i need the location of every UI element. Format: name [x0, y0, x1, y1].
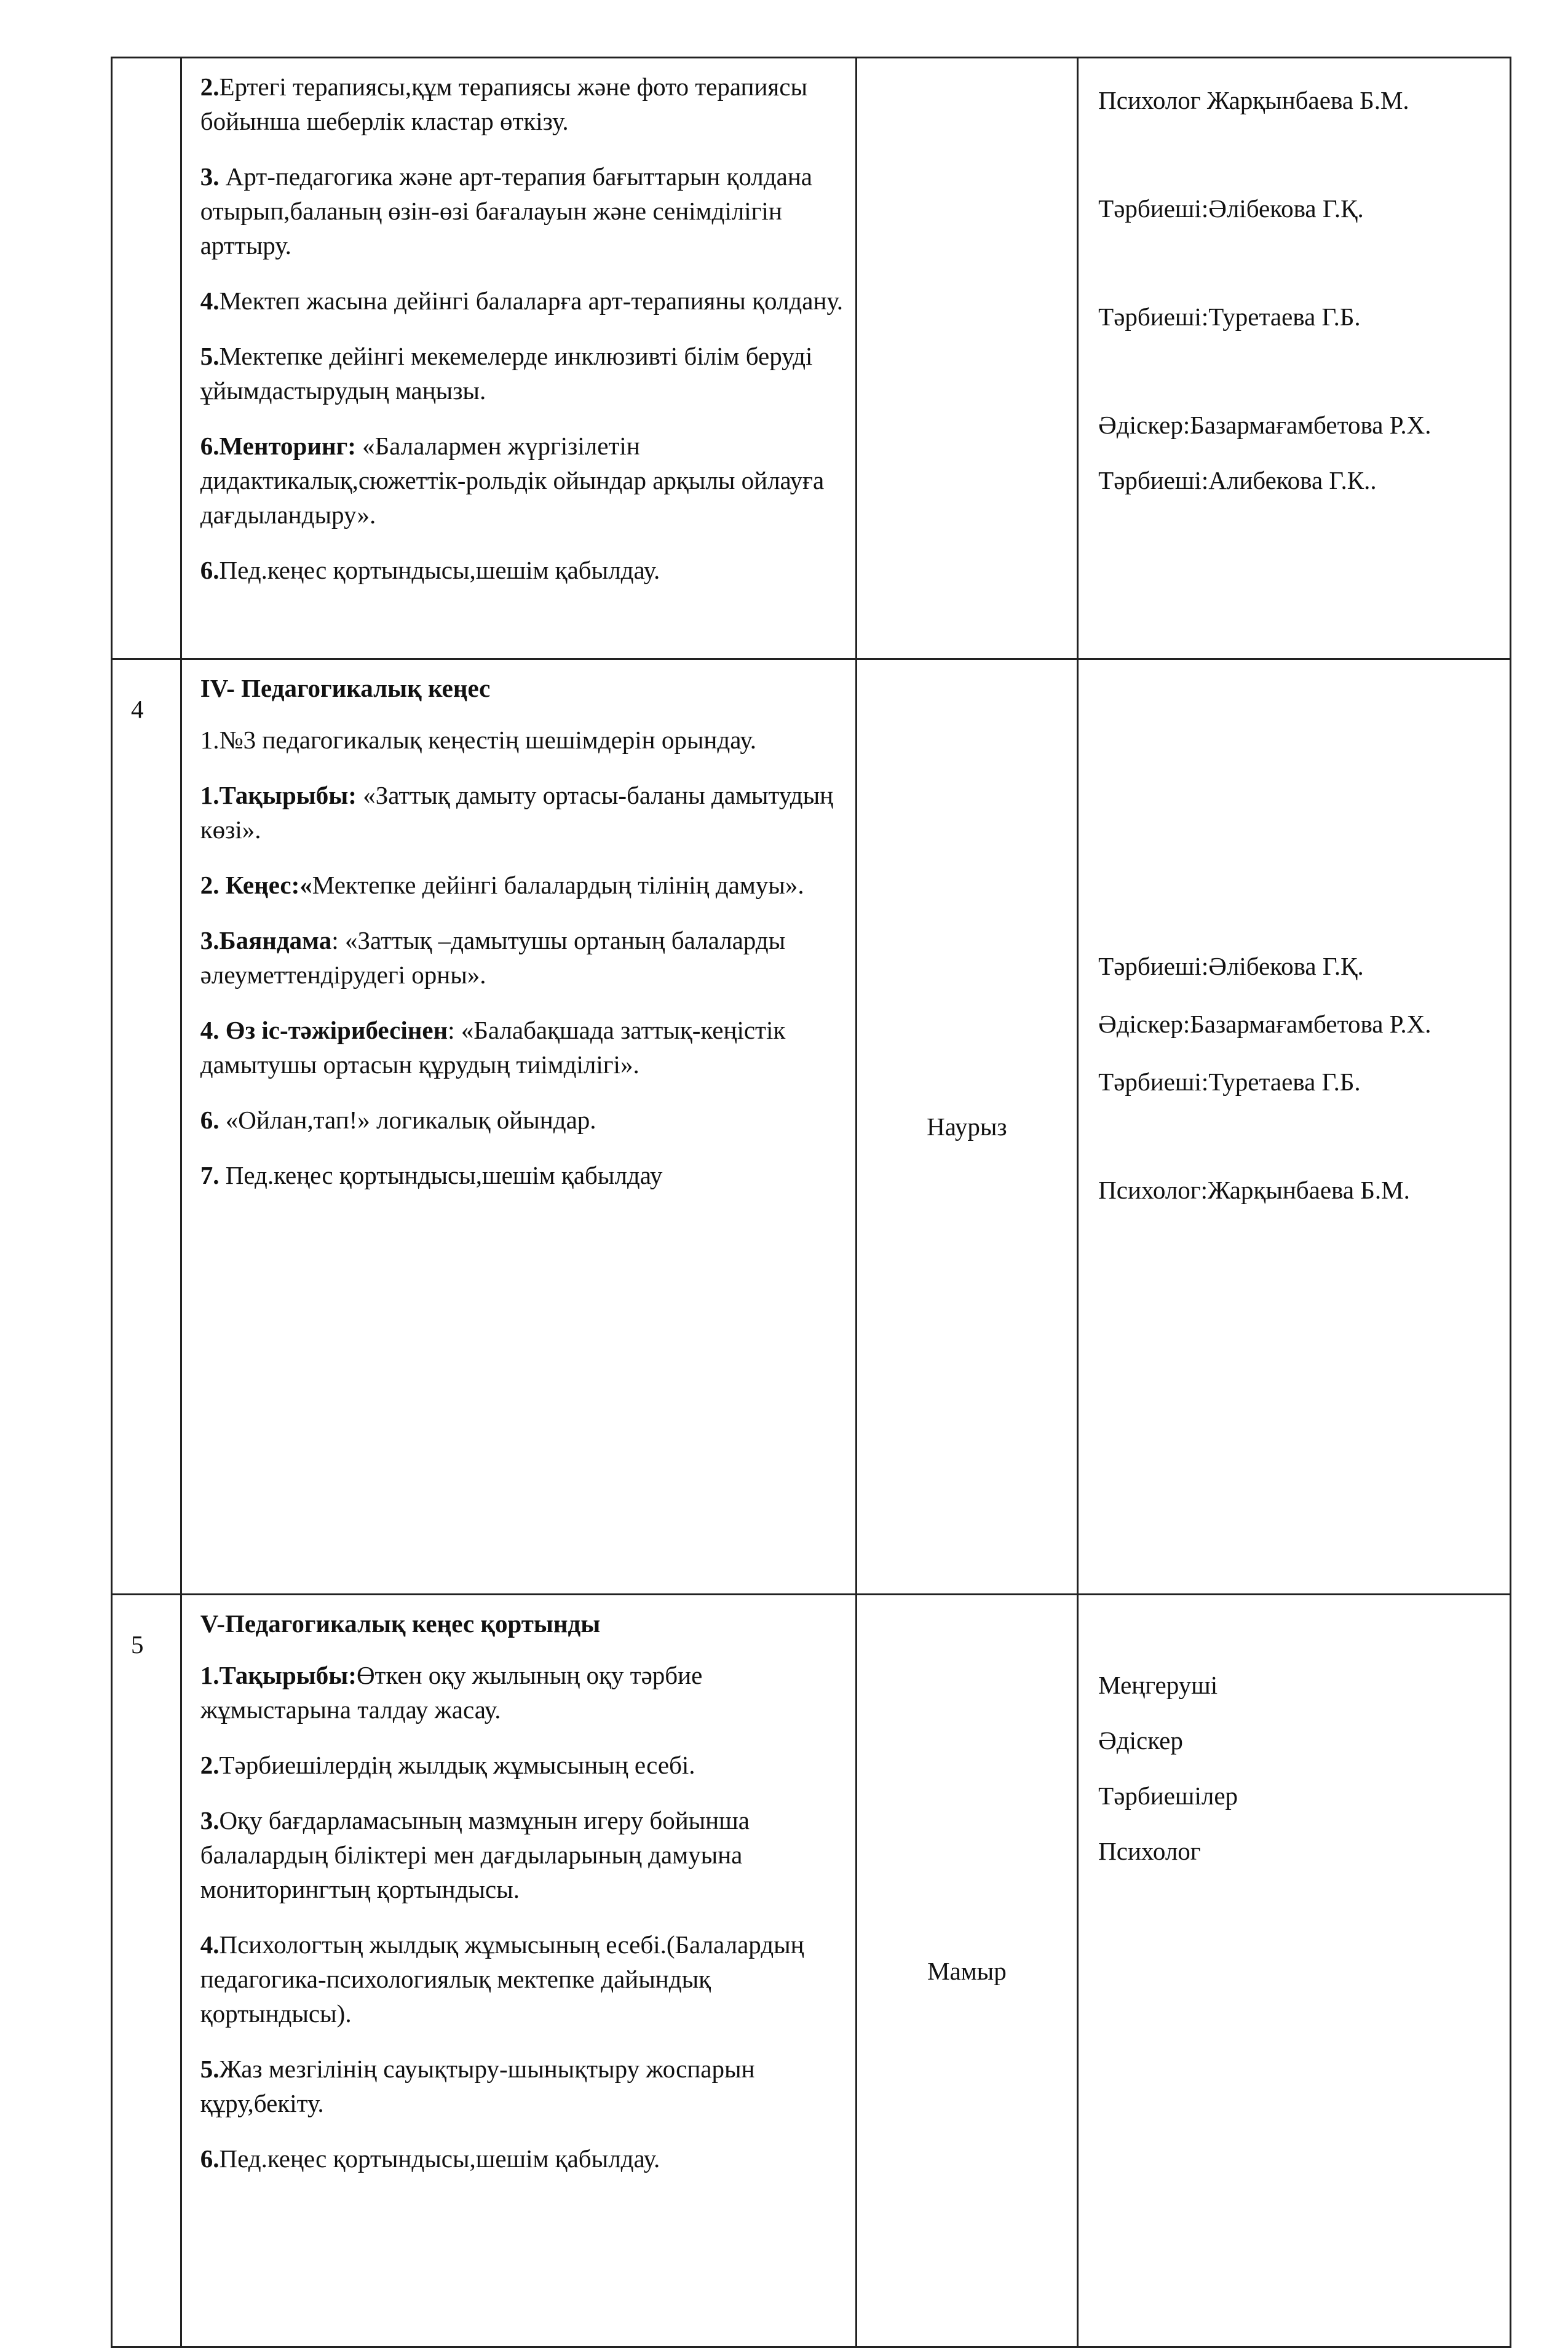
row-responsible	[1078, 659, 1511, 1595]
row-number: 4	[112, 659, 181, 1595]
list-item: 1.Тақырыбы: «Заттық дамыту ортасы-баланы дамытудың көзі».	[200, 781, 834, 844]
list-item: 2. Кеңес:«Мектепке дейінгі балалардың тілінің дамуы».	[200, 871, 804, 899]
section-heading: IV- Педагогикалық кеңес	[200, 674, 491, 702]
row-month: Наурыз	[856, 659, 1078, 1595]
row-responsible	[1078, 58, 1511, 659]
list-item: 3.Оқу бағдарламасының мазмұнын игеру бойынша балалардың біліктері мен дағдыларының дамуына мониторингтың қортындысы.	[200, 1806, 750, 1903]
responsible-person: Психолог	[1098, 1837, 1201, 1865]
section-heading: V-Педагогикалық кеңес қортынды	[200, 1609, 601, 1638]
list-item: 4. Өз іс-тәжірибесінен: «Балабақшада заттық-кеңістік дамытушы ортасын құрудың тиімділігі».	[200, 1016, 786, 1079]
list-item: 1.Тақырыбы:Өткен оқу жылының оқу тәрбие жұмыстарына талдау жасау.	[200, 1661, 703, 1724]
responsible-person: Тәрбиеші:Алибекова Г.К..	[1098, 466, 1377, 494]
table-row	[112, 659, 1511, 1595]
responsible-person: Психолог Жарқынбаева Б.М.	[1098, 86, 1409, 114]
row-number: 5	[112, 1595, 181, 2347]
responsible-person: Әдіскер:Базармағамбетова Р.Х.	[1098, 411, 1431, 439]
responsible-person: Тәрбиеші:Туретаева Г.Б.	[1098, 1068, 1361, 1096]
list-item: 3. Арт-педагогика және арт-терапия бағыттарын қолдана отырып,баланың өзін-өзі бағалауын және сенімділігін арттыру.	[200, 162, 812, 260]
row-number	[112, 58, 181, 659]
list-item: 6. «Ойлан,тап!» логикалық ойындар.	[200, 1106, 596, 1134]
responsible-person: Әдіскер:Базармағамбетова Р.Х.	[1098, 1010, 1431, 1038]
row-content	[181, 58, 856, 659]
list-item: 1.№3 педагогикалық кеңестің шешімдерін орындау.	[200, 726, 756, 754]
list-item: 4.Психологтың жылдық жұмысының есебі.(Балалардың педагогика-психологиялық мектепке дайындық қортындысы).	[200, 1930, 804, 2028]
responsible-person: Тәрбиеші:Туретаева Г.Б.	[1098, 303, 1361, 331]
list-item: 5.Мектепке дейінгі мекемелерде инклюзивті білім беруді ұйымдастырудың маңызы.	[200, 342, 813, 405]
row-month	[856, 58, 1078, 659]
list-item: 4.Мектеп жасына дейінгі балаларға арт-терапияны қолдану.	[200, 287, 844, 315]
responsible-person: Әдіскер	[1098, 1726, 1183, 1755]
responsible-person: Тәрбиеші:Әлібекова Г.Қ.	[1098, 194, 1364, 223]
responsible-person: Психолог:Жарқынбаева Б.М.	[1098, 1176, 1410, 1204]
list-item: 6.Пед.кеңес қортындысы,шешім қабылдау.	[200, 2144, 660, 2173]
row-month: Мамыр	[856, 1595, 1078, 2347]
responsible-person: Тәрбиеші:Әлібекова Г.Қ.	[1098, 952, 1364, 980]
table-row	[112, 58, 1511, 659]
row-content	[181, 1595, 856, 2347]
list-item: 2.Тәрбиешілердің жылдық жұмысының есебі.	[200, 1751, 695, 1779]
list-item: 2.Ертегі терапиясы,құм терапиясы және фото терапиясы бойынша шеберлік кластар өткізу.	[200, 73, 808, 135]
row-content	[181, 659, 856, 1595]
table-row	[112, 1595, 1511, 2347]
list-item: 5.Жаз мезгілінің сауықтыру-шынықтыру жоспарын құру,бекіту.	[200, 2055, 755, 2117]
plan-table	[111, 57, 1511, 2348]
responsible-person: Тәрбиешілер	[1098, 1782, 1238, 1810]
list-item: 6.Менторинг: «Балалармен жүргізілетін дидактикалық,сюжеттік-рольдік ойындар арқылы ойлауға дағдыландыру».	[200, 432, 825, 529]
list-item: 7. Пед.кеңес қортындысы,шешім қабылдау	[200, 1161, 663, 1189]
list-item: 6.Пед.кеңес қортындысы,шешім қабылдау.	[200, 556, 660, 584]
row-responsible	[1078, 1595, 1511, 2347]
responsible-person: Меңгеруші	[1098, 1671, 1218, 1699]
list-item: 3.Баяндама: «Заттық –дамытушы ортаның балаларды әлеуметтендірудегі орны».	[200, 926, 786, 989]
